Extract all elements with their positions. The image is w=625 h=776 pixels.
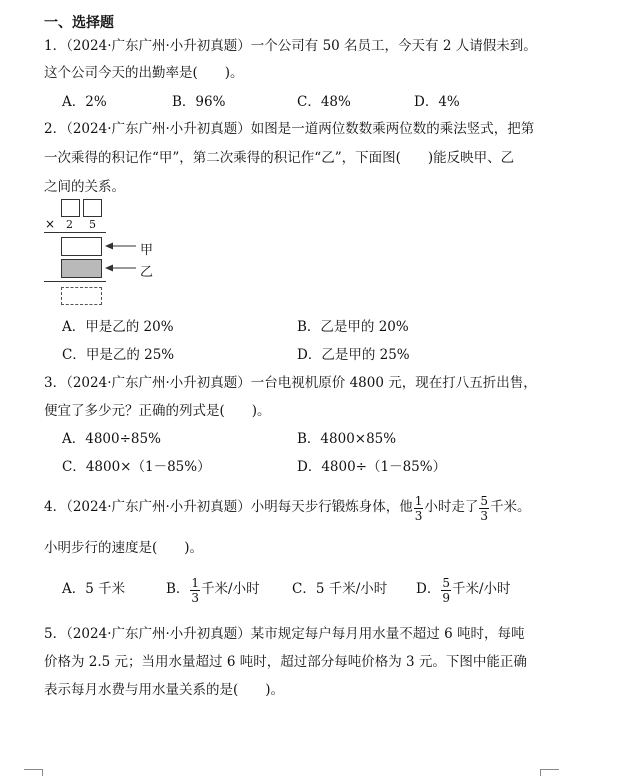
q4-option-b-num: 1 — [191, 575, 200, 590]
q4-option-c[interactable] — [292, 571, 387, 609]
arrow-icons — [104, 238, 138, 278]
q4-line-2: 小明步行的速度是( )。 — [44, 540, 204, 556]
q1-option-d[interactable]: D．4% — [414, 94, 460, 110]
bar-jia — [61, 237, 102, 256]
bar-yi — [61, 259, 102, 278]
q5-line-3: 表示每月水费与用水量关系的是( )。 — [44, 682, 285, 698]
rule-line-1 — [44, 232, 106, 233]
q4-line-1 — [44, 489, 531, 527]
q4-line-1-pre: 4．（2024·广东广州·小升初真题）小明每天步行锻炼身体，他 — [44, 499, 413, 516]
q2-option-d[interactable]: D．乙是甲的 25% — [297, 347, 410, 363]
q3-line-2: 便宜了多少元？正确的列式是( )。 — [44, 403, 271, 419]
section-title: 一、选择题 — [44, 15, 114, 31]
digit-box-1 — [61, 199, 80, 217]
page-corner-right — [540, 769, 559, 776]
rule-line-2 — [44, 281, 106, 282]
q4-option-d-den: 9 — [442, 590, 450, 605]
q4-option-d-unit: 千米/小时 — [451, 581, 511, 598]
q3-option-d[interactable]: D．4800÷（1－85%） — [297, 459, 447, 475]
q4-fraction-1-num: 1 — [414, 493, 423, 508]
q4-option-b-letter: B． — [166, 581, 190, 598]
q4-option-d-letter: D． — [416, 581, 441, 598]
label-yi: 乙 — [140, 265, 154, 280]
q4-option-b[interactable] — [166, 571, 260, 609]
q2-option-a[interactable]: A．甲是乙的 20% — [62, 319, 174, 335]
times-sign: × — [45, 217, 56, 231]
q3-option-c[interactable]: C．4800×（1－85%） — [62, 459, 211, 475]
q4-option-d-num: 5 — [442, 575, 450, 590]
q4-fraction-2-den: 3 — [480, 508, 489, 523]
q2-line-1: 2．（2024·广东广州·小升初真题）如图是一道两位数数乘两位数的乘法竖式，把第 — [44, 121, 535, 137]
digit-5: 5 — [89, 218, 96, 231]
result-box — [61, 287, 102, 305]
q4-option-c-text: C．5 千米/小时 — [292, 581, 388, 598]
q4-option-b-den: 3 — [191, 590, 200, 605]
digit-2: 2 — [66, 218, 73, 231]
q4-fraction-2-num: 5 — [480, 493, 489, 508]
q4-option-a-text: A．5 千米 — [62, 581, 126, 598]
q4-option-d-fraction — [441, 577, 451, 604]
q3-line-1: 3．（2024·广东广州·小升初真题）一台电视机原价 4800 元，现在打八五折出售， — [44, 375, 537, 391]
q2-line-3: 之间的关系。 — [44, 179, 125, 195]
q4-option-b-fraction — [190, 577, 200, 604]
page-corner-left — [24, 769, 43, 776]
q1-line-1: 1．（2024·广东广州·小升初真题）一个公司有 50 名员工，今天有 2 人请假未到。 — [44, 38, 537, 54]
q1-option-c[interactable]: C．48% — [297, 94, 351, 110]
q4-option-a[interactable] — [62, 571, 125, 609]
q4-fraction-1-den: 3 — [414, 508, 423, 523]
q2-line-2: 一次乘得的积记作“甲”，第二次乘得的积记作“乙”，下面图( )能反映甲、乙 — [44, 150, 515, 166]
q1-line-2: 这个公司今天的出勤率是( )。 — [44, 65, 244, 81]
arrow-yi-icon — [105, 265, 136, 272]
arrow-jia-icon — [105, 243, 136, 250]
q5-line-2: 价格为 2.5 元；当用水量超过 6 吨时，超过部分每吨价格为 3 元。下图中能正确 — [44, 654, 527, 670]
q1-option-b[interactable]: B．96% — [172, 94, 226, 110]
q5-line-1: 5．（2024·广东广州·小升初真题）某市规定每户每月用水量不超过 6 吨时，每吨 — [44, 626, 525, 642]
q3-option-b[interactable]: B．4800×85% — [297, 431, 397, 447]
q2-option-c[interactable]: C．甲是乙的 25% — [62, 347, 175, 363]
q4-option-b-unit: 千米/小时 — [201, 581, 260, 598]
q4-fraction-2 — [479, 495, 489, 522]
q4-option-d[interactable] — [416, 571, 511, 609]
label-jia: 甲 — [140, 243, 154, 258]
q1-option-a[interactable]: A．2% — [62, 94, 107, 110]
q4-line-1-post: 千米。 — [490, 499, 531, 516]
q2-option-b[interactable]: B．乙是甲的 20% — [297, 319, 409, 335]
q4-fraction-1 — [414, 495, 424, 522]
q4-line-1-mid: 小时走了 — [424, 499, 479, 516]
digit-box-2 — [83, 199, 102, 217]
q3-option-a[interactable]: A．4800÷85% — [62, 431, 161, 447]
